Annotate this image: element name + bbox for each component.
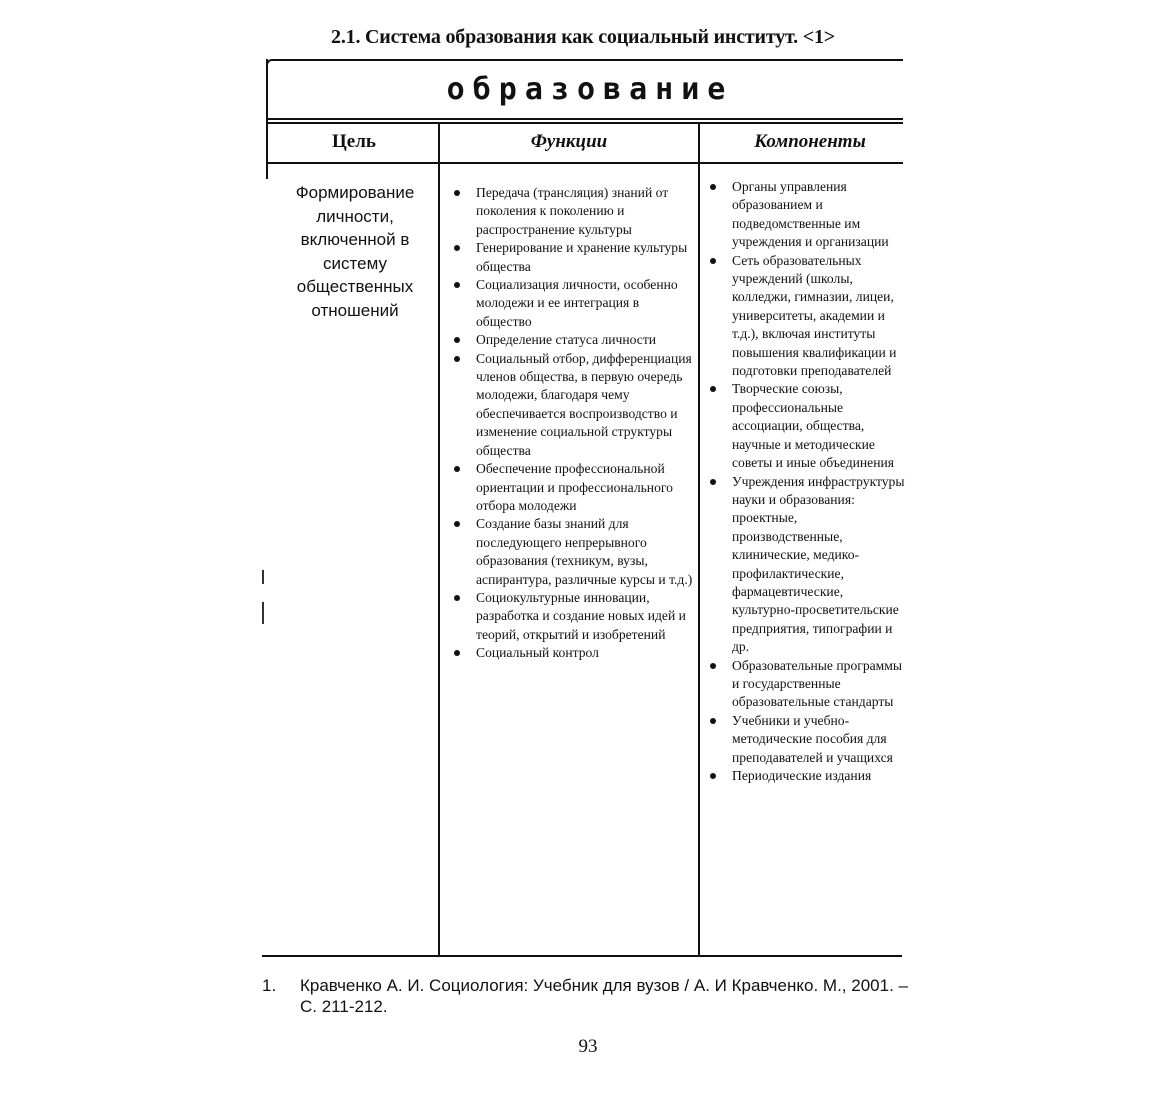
footnote: [262, 975, 922, 1017]
footnote-text: Кравченко А. И. Социология: Учебник для вузов / А. И Кравченко. М., 2001. – С. 211-212.: [300, 976, 908, 1016]
footnote-number: 1.: [262, 976, 277, 995]
margin-mark: [262, 602, 264, 624]
list-item: Социальный контрол: [450, 644, 694, 662]
functions-list: [450, 184, 694, 663]
column-header-components: Компоненты: [754, 131, 866, 152]
list-item: Социализация личности, особенно молодежи и ее интеграция в общество: [450, 276, 694, 331]
goal-text: Формирование личности, включенной в систему общественных отношений: [295, 183, 415, 320]
margin-mark: [262, 570, 264, 584]
list-item: Органы управления образованием и подведомственные им учреждения и организации: [706, 178, 906, 252]
header-bottom-line: [266, 162, 903, 164]
list-item: Сеть образовательных учреждений (школы, колледжи, гимназии, лицеи, университеты, академии и т.д.), включая институты повышения квалификации и подготовки преподавателей: [706, 252, 906, 381]
list-item: Генерирование и хранение культуры общества: [450, 239, 694, 276]
list-item: Периодические издания: [706, 767, 906, 785]
left-border: [266, 59, 268, 179]
list-item: Социокультурные инновации, разработка и создание новых идей и теорий, открытий и изобретений: [450, 589, 694, 644]
page-number: 93: [578, 1036, 598, 1057]
list-item: Создание базы знаний для последующего непрерывного образования (техникум, вузы, аспирантура, различные курсы и т.д.): [450, 515, 694, 589]
list-item: Определение статуса личности: [450, 331, 694, 349]
column-header-functions: Функции: [530, 131, 608, 152]
column-header-goal: Цель: [332, 131, 376, 152]
list-item: Социальный отбор, дифференциация членов общества, в первую очередь молодежи, благодаря чему обеспечивается воспроизводство и изменение социальной структуры общества: [450, 350, 694, 460]
table-bottom-line: [262, 955, 902, 957]
list-item: Учреждения инфраструктуры науки и образования: проектные, производственные, клинические, медико-профилактические, фармацевтические, культурно-просветительские предприятия, типографии и др.: [706, 473, 906, 657]
header-top-line: [266, 122, 903, 124]
list-item: Учебники и учебно-методические пособия для преподавателей и учащихся: [706, 712, 906, 767]
list-item: Передача (трансляция) знаний от поколения к поколению и распространение культуры: [450, 184, 694, 239]
page-heading: 2.1. Система образования как социальный институт. <1>: [331, 26, 835, 48]
list-item: Обеспечение профессиональной ориентации и профессионального отбора молодежи: [450, 460, 694, 515]
list-item: Творческие союзы, профессиональные ассоциации, общества, научные и методические советы и иные объединения: [706, 380, 906, 472]
list-item: Образовательные программы и государственные образовательные стандарты: [706, 657, 906, 712]
components-list: [706, 178, 906, 785]
table-title: образование: [446, 72, 734, 107]
divider-functions-components: [698, 122, 700, 957]
